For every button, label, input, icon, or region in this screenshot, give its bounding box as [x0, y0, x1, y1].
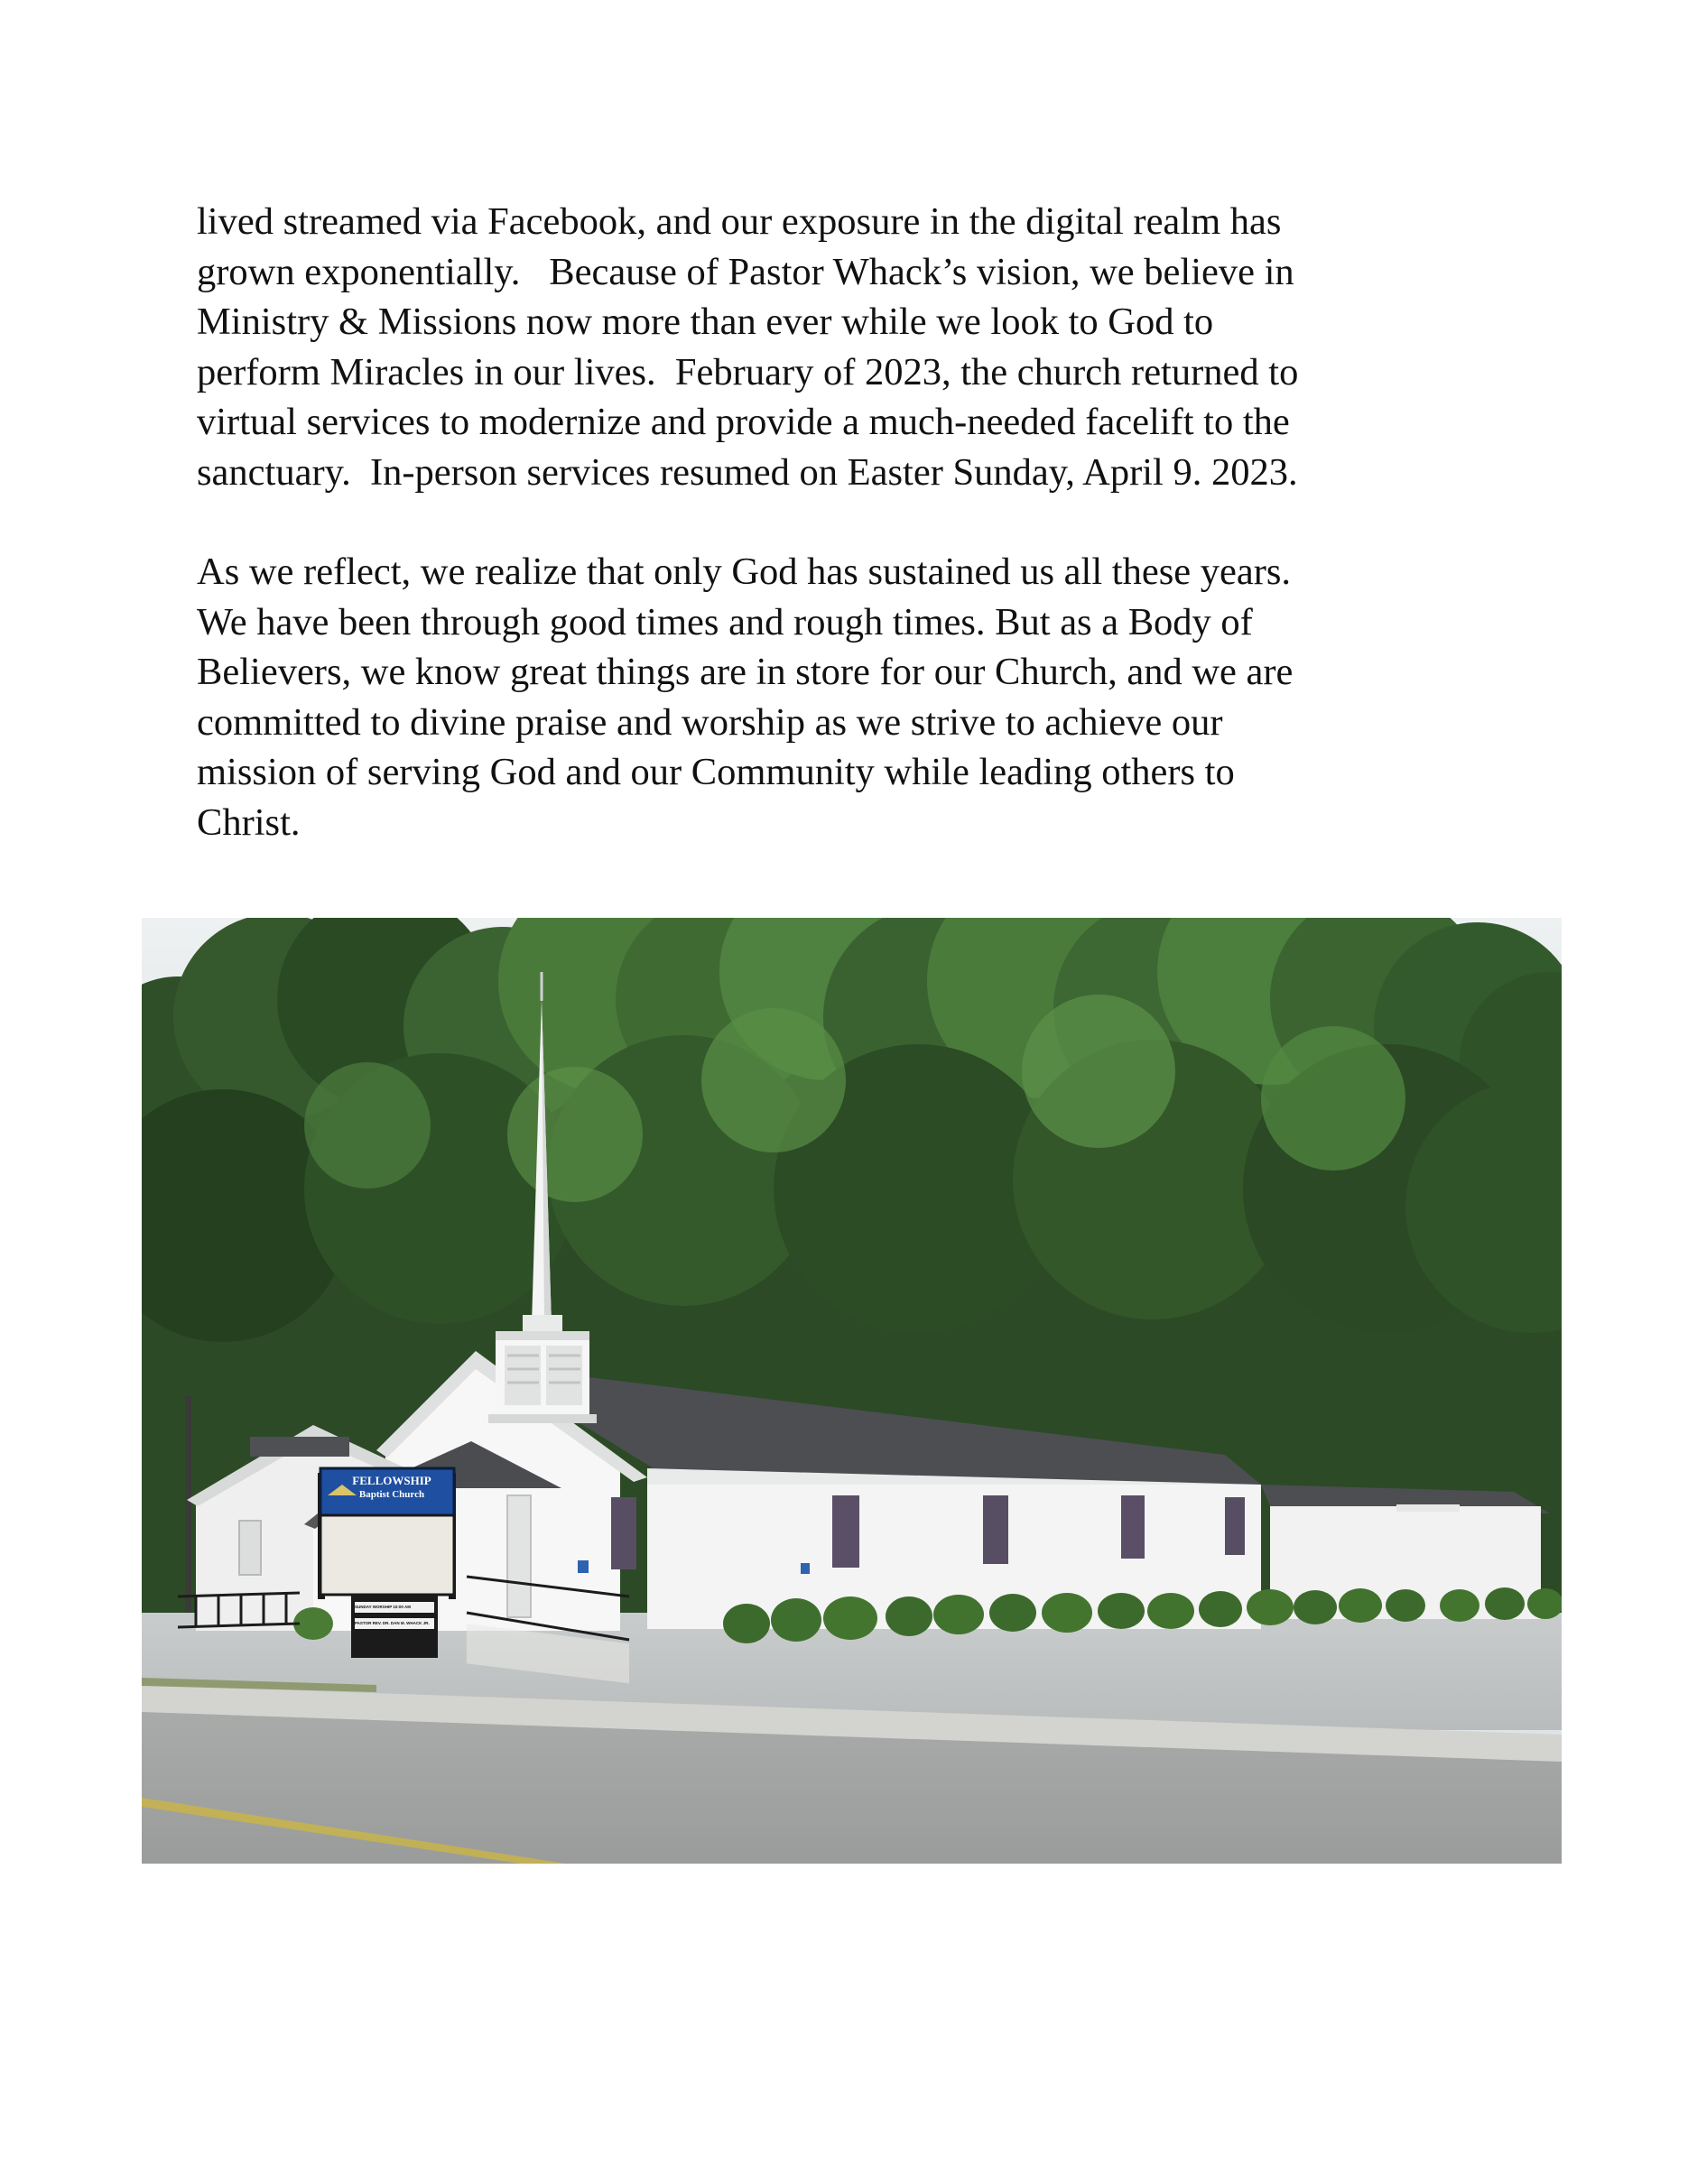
accessibility-sign — [578, 1560, 589, 1573]
marquee-line-1: SUNDAY WORSHIP 10:00 AM — [355, 1605, 412, 1609]
text-line: lived streamed via Facebook, and our exposure in the digital realm has — [197, 200, 1282, 243]
text-line: virtual services to modernize and provide a much-needed facelift to the — [197, 401, 1290, 443]
marquee-line-2: PASTOR REV. DR. DAN M. WHACK JR. — [355, 1621, 430, 1625]
marquee-text — [355, 1602, 434, 1629]
text-line: As we reflect, we realize that only God has sustained us all these years. — [197, 551, 1292, 593]
text-line: committed to divine praise and worship as we strive to achieve our — [197, 700, 1223, 744]
text-line: We have been through good times and rough times. But as a Body of — [197, 600, 1253, 643]
accessibility-sign — [801, 1563, 810, 1574]
text-line: Believers, we know great things are in store for our Church, and we are — [197, 651, 1294, 693]
sign-title: FELLOWSHIP — [352, 1474, 431, 1487]
sign-subtitle: Baptist Church — [358, 1489, 425, 1500]
church-photo — [142, 918, 1562, 1864]
text-line: mission of serving God and our Community while leading others to — [197, 751, 1235, 793]
text-line: perform Miracles in our lives. February of 2023, the church returned to — [197, 350, 1299, 393]
church-photo-illustration — [142, 918, 1562, 1864]
text-line: sanctuary. In-person services resumed on Easter Sunday, April 9. 2023. — [197, 450, 1298, 494]
paragraph-2 — [197, 547, 1497, 847]
text-line: Christ. — [197, 800, 301, 844]
utility-pole — [185, 1396, 191, 1613]
text-line: grown exponentially. Because of Pastor Whack’s vision, we believe in — [197, 250, 1294, 293]
text-line: Ministry & Missions now more than ever while we look to God to — [197, 301, 1214, 343]
body-text — [197, 197, 1497, 847]
paragraph-1 — [197, 197, 1497, 497]
paragraph-gap — [197, 497, 1497, 547]
sign-header-text — [333, 1474, 450, 1501]
